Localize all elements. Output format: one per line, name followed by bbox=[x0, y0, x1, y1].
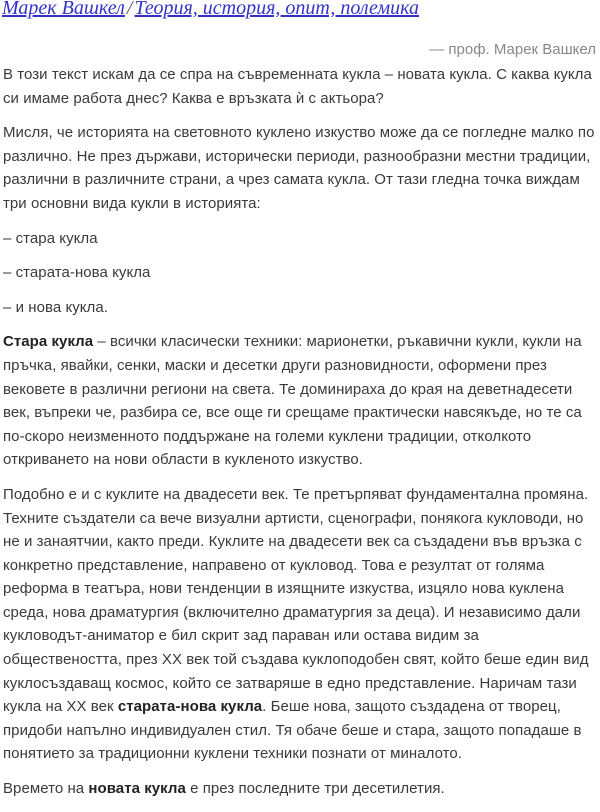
author-link[interactable]: Марек Вашкел bbox=[2, 0, 125, 19]
term-old-puppet: Стара кукла bbox=[3, 333, 94, 351]
paragraph-twentieth-century bbox=[3, 483, 599, 766]
paragraph-new-puppet-end: е през последните три десетилетия. bbox=[185, 780, 445, 798]
breadcrumb bbox=[2, 0, 419, 20]
list-item-old-puppet: – стара кукла bbox=[3, 229, 98, 247]
paragraph-twentieth-century-text: Подобно е и с куклите на двадесети век. Те претърпяват фундаментална промяна. Техните създатели са вече визуални артисти, сценографи, понякога кукловоди, но не и занаятчии, както преди. Куклите на двадесети век са създадени във връзка с конкретно представление, направено от кукловод. Това е резултат от голяма реформа в театъра, нови тенденции в изящните изкуства, изцяло нова куклена среда, нова драматургия (включително драматургия за деца). И независимо дали кукловодът-аниматор е бил скрит зад параван или остава видим за обществеността, през XX век той създава куклоподобен свят, който беше един вид куклосъздаващ космос, който се затваряше в едно представление. Наричам тази кукла на XX век bbox=[3, 485, 589, 716]
breadcrumb-separator: / bbox=[126, 0, 133, 19]
list-item-old-new-puppet: – старата-нова кукла bbox=[3, 264, 151, 282]
term-old-new-puppet: старата-нова кукла bbox=[117, 698, 263, 716]
article-body bbox=[3, 63, 599, 812]
paragraph-intro: В този текст искам да се спра на съвременната кукла – новата кукла. С каква кукла си имаме работа днес? Каква е връзката ѝ с актьора? bbox=[3, 66, 592, 107]
author-attribution: — проф. Марек Вашкел bbox=[429, 41, 596, 58]
paragraph-old-puppet bbox=[3, 330, 599, 472]
list-item-new-puppet: – и нова кукла. bbox=[3, 298, 108, 316]
term-new-puppet: новата кукла bbox=[88, 780, 186, 798]
paragraph-new-puppet bbox=[3, 777, 599, 801]
paragraph-history: Мисля, че историята на световното куклено изкуство може да се погледне малко по различно. Не през държави, исторически периоди, разнообразни местни традиции, различни в различните страни, а чрез самата кукла. От тази гледна точка виждам три основни вида кукли в историята: bbox=[3, 124, 595, 212]
paragraph-twentieth-century-end: . Беше нова, защото създадена от творец, придоби напълно индивидуален стил. Тя обаче беше и стара, защото попадаше в понятието за традиционни куклени техники познати от миналото. bbox=[3, 698, 582, 763]
section-link[interactable]: Теория, история, опит, полемика bbox=[134, 0, 420, 19]
paragraph-new-puppet-start: Времето на bbox=[3, 780, 89, 798]
paragraph-old-puppet-text: – всички класически техники: марионетки, ръкавични кукли, кукли на пръчка, явайки, сенки, маски и десетки други разновидности, оформени през вековете в различни региони на света. Те доминираха до края на деветнадесети век, въпреки че, разбира се, все още ги срещаме практически навсякъде, но те са по-скоро неизменното поддържане на големи куклени традиции, отколкото откриването на нови области в кукленото изкуство. bbox=[3, 333, 582, 469]
